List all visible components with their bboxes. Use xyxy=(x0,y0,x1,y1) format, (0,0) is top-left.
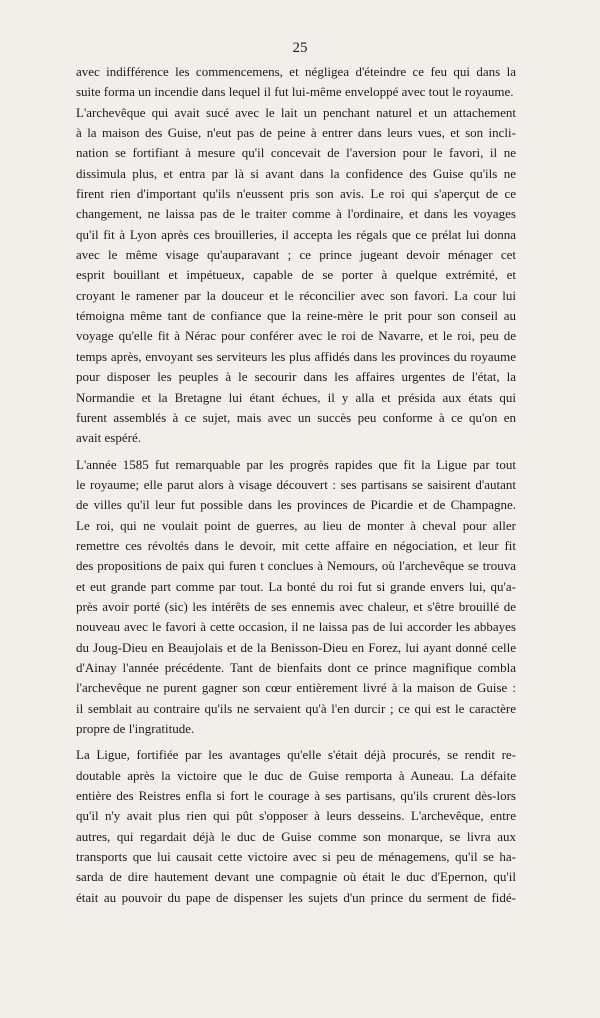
text-line: il semblait au contraire qu'ils ne servaient qu'à l'en durcir ; ce qui est le caractère xyxy=(76,700,516,716)
text-line: La Ligue, fortifiée par les avantages qu'elle s'était déjà procurés, se rendit re- xyxy=(76,747,516,763)
text-line: des propositions de paix qui furen t conclues à Nemours, où l'archevêque se trouva xyxy=(76,558,516,574)
text-line: de villes qu'il leur fut possible dans les provinces de Picardie et de Champagne. xyxy=(76,497,516,513)
text-line: suite forma un incendie dans lequel il fut lui-même enveloppé avec tout le royaume. xyxy=(76,84,514,100)
text-line: furent assemblés à ce sujet, mais avec un succès peu conforme à ce qu'on en xyxy=(76,409,516,425)
text-line: firent rien d'important qu'ils n'eussent pris son avis. Le roi qui s'aperçut de ce xyxy=(76,186,516,202)
text-line: esprit bouillant et impétueux, capable de se porter à quelque extrémité, et xyxy=(76,267,516,283)
text-line: du Joug-Dieu en Beaujolais et de la Benisson-Dieu en Forez, lui ayant donné celle xyxy=(76,639,516,655)
text-line: L'archevêque qui avait sucé avec le lait un penchant naturel et un attachement xyxy=(76,104,516,120)
text-line: voyage qu'elle fit à Nérac pour conférer avec le roi de Navarre, et le roi, peu de xyxy=(76,328,516,344)
text-line: avec indifférence les commencemens, et négligea d'éteindre ce feu qui dans la xyxy=(76,64,516,79)
text-line: entière des Reistres enfla si fort le courage à ses partisans, qu'ils crurent dès-lors xyxy=(76,788,516,804)
text-line: remettre ces révoltés dans le devoir, mit cette affaire en négociation, et leur fit xyxy=(76,537,516,553)
text-line: avait espéré. xyxy=(76,430,141,446)
page-number: 25 xyxy=(292,40,308,56)
text-line: nouveau avec le favori à cette occasion, il ne laissa pas de lui accorder les abbayes xyxy=(76,619,516,635)
text-line: transports que lui causait cette victoire avec si peu de ménagemens, qu'il se ha- xyxy=(76,849,516,865)
text-line: à la maison des Guise, n'eut pas de peine à entrer dans leurs vues, et son incli- xyxy=(76,125,516,141)
text-line: et eut grande part comme par tout. La bonté du roi fut si grande envers lui, qu'a- xyxy=(76,578,516,594)
paragraph-3 xyxy=(76,455,516,740)
text-line: l'archevêque ne purent gagner son cœur entièrement livré à la maison de Guise : xyxy=(76,680,516,696)
text-line: dissimula plus, et entra par là si avant dans la confidence des Guise qu'ils ne xyxy=(76,165,516,181)
text-line: L'année 1585 fut remarquable par les progrès rapides que fit la Ligue par tout xyxy=(76,456,516,472)
paragraph-2 xyxy=(76,103,516,449)
text-line: doutable après la victoire que le duc de Guise remporta à Auneau. La défaite xyxy=(76,767,516,783)
text-line: avec le même visage qu'auparavant ; ce prince jugeant devoir ménager cet xyxy=(76,247,516,263)
text-line: pour disposer les peuples à le secourir dans les affaires urgentes de l'état, la xyxy=(76,369,516,385)
text-line: d'Ainay l'année précédente. Tant de bienfaits dont ce prince magnifique combla xyxy=(76,659,516,675)
text-line: autres, qui regardait déjà le duc de Guise comme son monarque, se livra aux xyxy=(76,828,516,844)
paragraph-1 xyxy=(76,62,516,103)
text-line: qu'il n'y avait plus rien qui pût s'opposer à leurs desseins. L'archevêque, entre xyxy=(76,808,516,824)
text-line: était au pouvoir du pape de dispenser les sujets d'un prince du serment de fidé- xyxy=(76,889,516,905)
text-line: témoigna même tant de confiance que la reine-mère le prit pour son conseil au xyxy=(76,308,516,324)
text-line: qu'il fit à Lyon après ces brouilleries, il accepta les régals que ce prélat lui donna xyxy=(76,226,516,242)
text-line: près avoir porté (sic) les intérêts de ses ennemis avec chaleur, et s'être brouillé de xyxy=(76,598,516,614)
text-line: propre de l'ingratitude. xyxy=(76,721,195,736)
text-line: croyant le ramener par la douceur et le réconcilier avec son favori. La cour lui xyxy=(76,287,516,303)
text-line: Le roi, qui ne voulait point de guerres, au lieu de monter à cheval pour aller xyxy=(76,517,516,533)
text-line: le royaume; elle parut alors à visage découvert : ses partisans se saisirent d'autant xyxy=(76,476,516,492)
text-line: sarda de dire hautement devant une compagnie où était le duc d'Epernon, qu'il xyxy=(76,869,516,885)
text-line: changement, ne laissa pas de le traiter comme à l'ordinaire, et dans les voyages xyxy=(76,206,516,222)
text-line: nation se fortifiant à mesure qu'il concevait de l'aversion pour le favori, il ne xyxy=(76,145,516,161)
paragraph-4 xyxy=(76,745,516,908)
text-line: Normandie et la Bretagne lui étant échues, il y alla et présida aux états qui xyxy=(76,389,516,405)
body-text xyxy=(76,62,516,908)
text-line: temps après, envoyant ses serviteurs les plus affidés dans les provinces du royaume xyxy=(76,348,516,364)
